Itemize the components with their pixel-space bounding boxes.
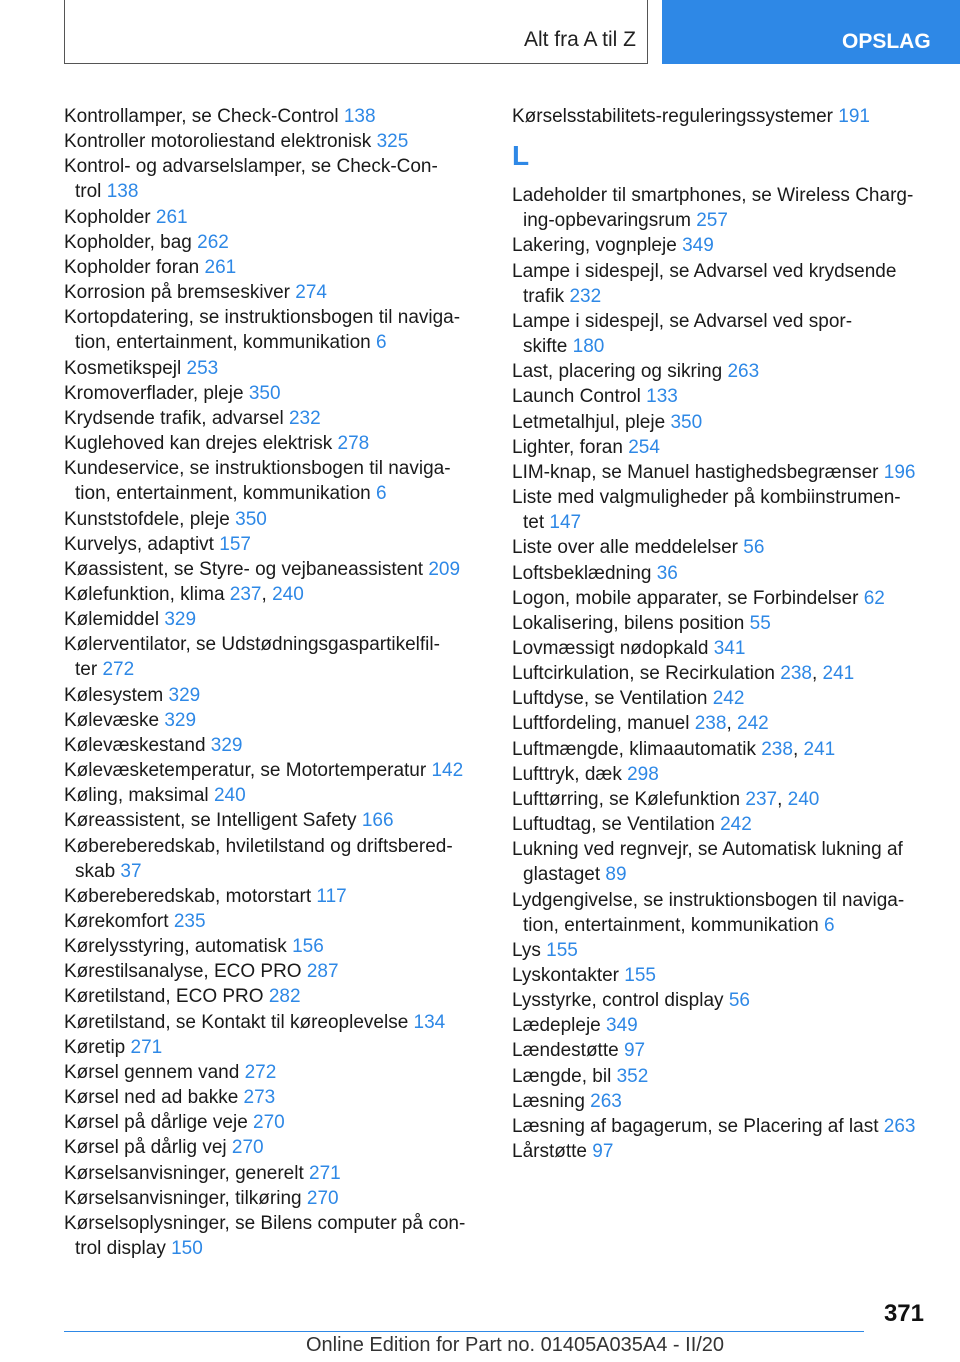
index-entry: Luftfordeling, manuel 238, 242 [512,713,769,735]
index-entry: Lufttørring, se Kølefunktion 237, 240 [512,788,820,810]
index-entry-text: Længde, bil [512,1065,612,1087]
index-entry-text: Kopholder foran [64,256,200,278]
index-entry-text: Lukning ved regnvejr, se Automatisk lukning af [512,839,903,861]
index-entry-text: Kortopdatering, se instruktionsbogen til naviga- [64,307,461,329]
page-link[interactable]: 242 [720,814,752,836]
index-entry-text: Kørelysstyring, automatisk [64,936,287,958]
page-link[interactable]: 147 [549,512,582,534]
index-entry-text: Lakering, vognpleje [512,235,677,257]
page-link[interactable]: 235 [173,911,206,932]
index-entry-text: Kølevæsketemperatur, se Motortemperatur [64,760,427,782]
index-column-right [512,104,932,1164]
page-link[interactable]: 329 [168,684,201,706]
index-entry [64,607,484,632]
index-entry [64,632,484,682]
page-link[interactable]: 191 [838,106,870,127]
page-link[interactable]: 89 [605,864,627,886]
page-link[interactable]: 352 [616,1065,649,1087]
index-entry-text: tion, entertainment, kommunikation [523,914,819,936]
page-link[interactable]: 240 [272,583,304,605]
index-entry [64,381,484,406]
header-tab-opslag[interactable] [662,0,960,64]
index-entry-text: LIM-knap, se Manuel hastighedsbegrænser [512,461,879,483]
index-entry [64,834,484,884]
page-link[interactable]: 270 [253,1112,285,1134]
index-entry-text: Last, placering og sikring [512,361,723,383]
index-entry [64,1110,484,1135]
index-entry-text: Lampe i sidespejl, se Advarsel ved spor- [512,310,853,332]
index-entry-text: Kørekomfort [64,911,169,932]
footer-edition-text: Online Edition for Part no. 01405A035A4 - II/20 [306,1334,725,1356]
index-entry-text: Luftdyse, se Ventilation [512,688,708,710]
page-link[interactable]: 270 [231,1137,264,1159]
index-entry [512,309,932,359]
page-link[interactable]: 298 [627,763,659,785]
page-link[interactable]: 325 [376,131,409,153]
page-link[interactable]: 166 [361,810,394,832]
index-entry [512,435,932,460]
page-link[interactable]: 37 [120,860,142,882]
index-entry-text: glastaget [523,864,601,886]
index-entry [512,410,932,435]
index-entry [64,783,484,808]
page-link[interactable]: 350 [235,508,267,530]
index-entry-text: tion, entertainment, kommunikation [75,332,371,354]
index-entry [64,154,484,204]
index-entry-text: Lokalisering, bilens position [512,612,745,634]
page-link[interactable]: 341 [713,637,746,659]
index-entry-text: Kørsel gennem vand [64,1061,240,1083]
index-entry-text: Kontroller motoroliestand elektronisk [64,131,372,153]
index-entry [64,255,484,280]
index-entry-text: Kopholder, bag [64,231,192,253]
index-entry-text: ing-opbevaringsrum [523,210,691,232]
index-entry [512,1114,932,1139]
index-entry [64,305,484,355]
index-entry [64,758,484,783]
page-link[interactable]: 238 [694,713,727,735]
page-link[interactable]: 261 [155,206,188,228]
index-entry-text: Lovmæssigt nødopkald [512,637,709,659]
index-entry [512,561,932,586]
index-entry-text: Luftudtag, se Ventilation [512,814,715,836]
index-entry [64,431,484,456]
page-link[interactable]: 156 [292,936,324,958]
page-link[interactable]: 55 [749,612,771,634]
index-entry-text: Logon, mobile apparater, se Forbindelser [512,587,859,609]
page-link[interactable]: 97 [623,1040,646,1062]
index-entry: Luftcirkulation, se Recirkulation 238, 241 [512,663,855,685]
index-entry-text: Køretilstand, ECO PRO [64,986,264,1008]
index-entry [64,456,484,506]
index-entry-text: Kosmetikspejl [64,357,182,379]
page-link[interactable]: 56 [728,990,750,1012]
page-link[interactable]: 263 [883,1115,916,1137]
index-entry [512,938,932,963]
page-link[interactable]: 241 [822,663,855,685]
page-link[interactable]: 133 [646,386,678,408]
index-entry [64,1211,484,1261]
page-link[interactable]: 253 [186,357,219,379]
index-entry [64,557,484,582]
page-link[interactable]: 282 [268,986,301,1008]
index-entry-text: Kølesystem [64,684,164,706]
index-entry [512,183,932,233]
index-entry-text: Ladeholder til smartphones, se Wireless Charg- [512,185,914,207]
index-entry-text: Køling, maksimal [64,785,209,807]
index-entry [512,837,932,887]
index-entry-text: Kølevæskestand [64,734,206,756]
index-entry [512,686,932,711]
index-entry-text: tion, entertainment, kommunikation [75,483,371,505]
index-entry [64,708,484,733]
index-entry-text: Køretilstand, se Kontakt til køreoplevelse [64,1011,409,1033]
index-entry-text: Køreassistent, se Intelligent Safety [64,810,357,832]
index-entry [64,507,484,532]
index-entry-text: Lårstøtte [512,1141,587,1163]
index-entry-text: trol display [75,1238,166,1260]
index-entry-text: trol [75,181,102,203]
index-entry-text: Kørsel ned ad bakke [64,1087,239,1109]
index-entry [512,1038,932,1063]
page-link[interactable]: 287 [306,961,339,983]
page-link[interactable]: 6 [824,914,835,936]
index-entry [64,984,484,1009]
page-link[interactable]: 196 [883,461,916,483]
page-link[interactable]: 350 [670,411,703,433]
index-entry [512,762,932,787]
index-entry-text: Lændestøtte [512,1040,619,1062]
page-link[interactable]: 138 [106,181,139,203]
index-entry [512,359,932,384]
page-link[interactable]: 240 [213,785,246,807]
index-entry-text: Kølevæske [64,709,160,731]
index-entry [512,104,932,129]
index-entry [64,959,484,984]
index-entry-text: Kurvelys, adaptivt [64,533,214,555]
index-entry-text: Kromoverflader, pleje [64,382,244,404]
index-entry [64,1085,484,1110]
page-link[interactable]: 329 [164,609,197,631]
index-entry-text: tet [523,512,545,534]
index-entry [512,259,932,309]
header-tab-label: OPSLAG [842,30,931,53]
page-link[interactable]: 263 [727,361,760,383]
page-link[interactable]: 232 [569,285,602,307]
index-entry [512,535,932,560]
index-entry [64,280,484,305]
index-entry [64,356,484,381]
page-link[interactable]: 155 [624,965,656,986]
page-link[interactable]: 270 [306,1187,339,1209]
index-entry-text: Lædepleje [512,1015,601,1037]
index-entry [512,1064,932,1089]
index-entry [512,812,932,837]
page-link[interactable]: 62 [863,587,885,609]
page-link[interactable]: 242 [712,688,745,710]
index-entry [512,1139,932,1164]
page-link[interactable]: 117 [316,885,347,907]
index-entry-text: Kontrol- og advarselslamper, se Check-Con- [64,156,438,178]
index-entry-text: Køretip [64,1036,126,1058]
index-entry [64,1186,484,1211]
index-entry-text: Køassistent, se Styre- og vejbaneassistent [64,558,424,580]
index-entry [64,733,484,758]
page-link[interactable]: 261 [204,256,237,278]
index-entry [64,1161,484,1186]
index-entry-text: Læsning [512,1090,585,1112]
index-entry-text: Kørselsstabilitets-reguleringssystemer [512,106,833,127]
index-entry [512,485,932,535]
index-entry [512,1013,932,1038]
page-link[interactable]: 232 [288,407,321,429]
index-entry-text: Luftmængde, klimaautomatik [512,738,756,760]
index-entry-text: Krydsende trafik, advarsel [64,407,284,429]
header-section-title: Alt fra A til Z [523,28,636,51]
footer-divider [64,1331,864,1332]
index-entry-text: Korrosion på bremseskiver [64,282,290,304]
page-link[interactable]: 273 [243,1087,276,1109]
index-entry [64,1060,484,1085]
index-entry-text: Lighter, foran [512,436,623,458]
index-entry [512,1089,932,1114]
index-entry-text: Kørestilsanalyse, ECO PRO [64,961,302,983]
index-entry [512,460,932,485]
index-entry [512,888,932,938]
page-link[interactable]: 241 [803,738,836,760]
index-entry-text: Letmetalhjul, pleje [512,411,666,433]
index-entry: Kølefunktion, klima 237, 240 [64,583,304,605]
page-link[interactable]: 138 [343,106,376,127]
page-link[interactable]: 349 [606,1015,638,1037]
page-link[interactable]: 271 [130,1036,163,1058]
page-link[interactable]: 209 [428,558,461,580]
index-entry [64,1035,484,1060]
index-entry-text: Loftsbeklædning [512,562,652,584]
page-link[interactable]: 262 [197,231,229,253]
index-entry-text: Købereberedskab, motorstart [64,885,312,907]
index-entry [512,988,932,1013]
index-entry [64,683,484,708]
page-link[interactable]: 97 [592,1141,614,1163]
index-entry-text: Luftcirkulation, se Recirkulation [512,663,775,685]
page-link[interactable]: 271 [309,1162,341,1184]
index-entry-text: Kørsel på dårlig vej [64,1137,227,1159]
index-entry-text: Luftfordeling, manuel [512,713,690,735]
index-entry-text: Liste med valgmuligheder på kombiinstrumen- [512,487,901,509]
index-entry [512,586,932,611]
page-link[interactable]: 349 [682,235,714,257]
page-link[interactable]: 157 [219,533,251,555]
index-letter-heading: L [512,140,530,172]
index-entry-text: Kopholder [64,206,151,228]
page-link[interactable]: 150 [171,1238,203,1260]
page-link[interactable]: 272 [244,1061,277,1083]
page-link[interactable]: 237 [229,583,262,605]
index-entry [64,129,484,154]
index-entry-text: Kølerventilator, se Udstødningsgaspartikelfil- [64,634,440,656]
index-entry-text: Købereberedskab, hviletilstand og driftsbered- [64,835,453,857]
index-entry-text: Læsning af bagagerum, se Placering af last [512,1115,879,1137]
page-link[interactable]: 350 [248,382,281,404]
page-link[interactable]: 278 [337,433,370,455]
page-link[interactable]: 240 [787,788,820,810]
index-entry-text: Kuglehoved kan drejes elektrisk [64,433,333,455]
index-entry-text: Kørsel på dårlige veje [64,1112,248,1134]
index-column-left [64,104,484,1261]
index-entry [64,104,484,129]
page-link[interactable]: 329 [164,709,197,731]
index-entry [512,636,932,661]
index-entry [64,1010,484,1035]
page-link[interactable]: 6 [376,332,387,354]
index-entry [512,233,932,258]
index-entry-text: Lys [512,939,541,961]
index-entry [64,205,484,230]
index-entry-text: Kørselsoplysninger, se Bilens computer på con- [64,1212,466,1234]
index-entry-text: Lysstyrke, control display [512,990,724,1012]
index-entry-text: Kørselsanvisninger, tilkøring [64,1187,302,1209]
index-entry [64,808,484,833]
index-entry [64,909,484,934]
page-link[interactable]: 155 [546,939,578,961]
index-entry-text: Kølefunktion, klima [64,583,225,605]
page-link[interactable]: 257 [696,210,728,232]
index-entry [64,884,484,909]
index-entry-text: Launch Control [512,386,641,408]
page-link[interactable]: 238 [761,738,793,760]
index-entry [512,611,932,636]
index-entry-text: Kontrollamper, se Check-Control [64,106,339,127]
index-entry-text: skab [75,860,116,882]
index-entry-text: Lyskontakter [512,965,620,986]
page-link[interactable]: 272 [102,659,135,681]
page-link[interactable]: 56 [743,537,765,559]
index-entry [512,384,932,409]
page-link[interactable]: 6 [376,483,387,505]
page-link[interactable]: 238 [780,663,812,685]
index-entry-text: skifte [523,336,568,358]
page-link[interactable]: 237 [745,788,778,810]
index-entry-text: Lydgengivelse, se instruktionsbogen til naviga- [512,889,905,911]
index-entry [64,532,484,557]
page-link[interactable]: 134 [413,1011,446,1033]
index-entry-text: Lampe i sidespejl, se Advarsel ved krydsende [512,260,897,282]
page-link[interactable]: 254 [628,436,660,458]
index-entry-text: Liste over alle meddelelser [512,537,739,559]
index-entry-text: Kørselsanvisninger, generelt [64,1162,304,1184]
page-link[interactable]: 274 [295,282,327,304]
index-entry: Luftmængde, klimaautomatik 238, 241 [512,738,836,760]
index-entry [64,934,484,959]
index-entry-text: Kunststofdele, pleje [64,508,230,530]
page-link[interactable]: 242 [737,713,769,735]
index-entry [64,1135,484,1160]
index-entry-text: trafik [523,285,565,307]
index-entry [64,230,484,255]
index-entry-text: Kundeservice, se instruktionsbogen til naviga- [64,458,451,480]
index-entry [64,406,484,431]
index-entry-text: Lufttørring, se Kølefunktion [512,788,741,810]
index-entry-text: Kølemiddel [64,609,160,631]
page-link[interactable]: 329 [210,734,243,756]
index-entry-text: ter [75,659,98,681]
page-link[interactable]: 263 [590,1090,622,1112]
index-entry [512,963,932,988]
page-number: 371 [883,1300,924,1327]
page-link[interactable]: 36 [656,562,678,584]
page-link[interactable]: 142 [431,760,464,782]
page-link[interactable]: 180 [572,336,605,358]
index-entry-text: Lufttryk, dæk [512,763,622,785]
